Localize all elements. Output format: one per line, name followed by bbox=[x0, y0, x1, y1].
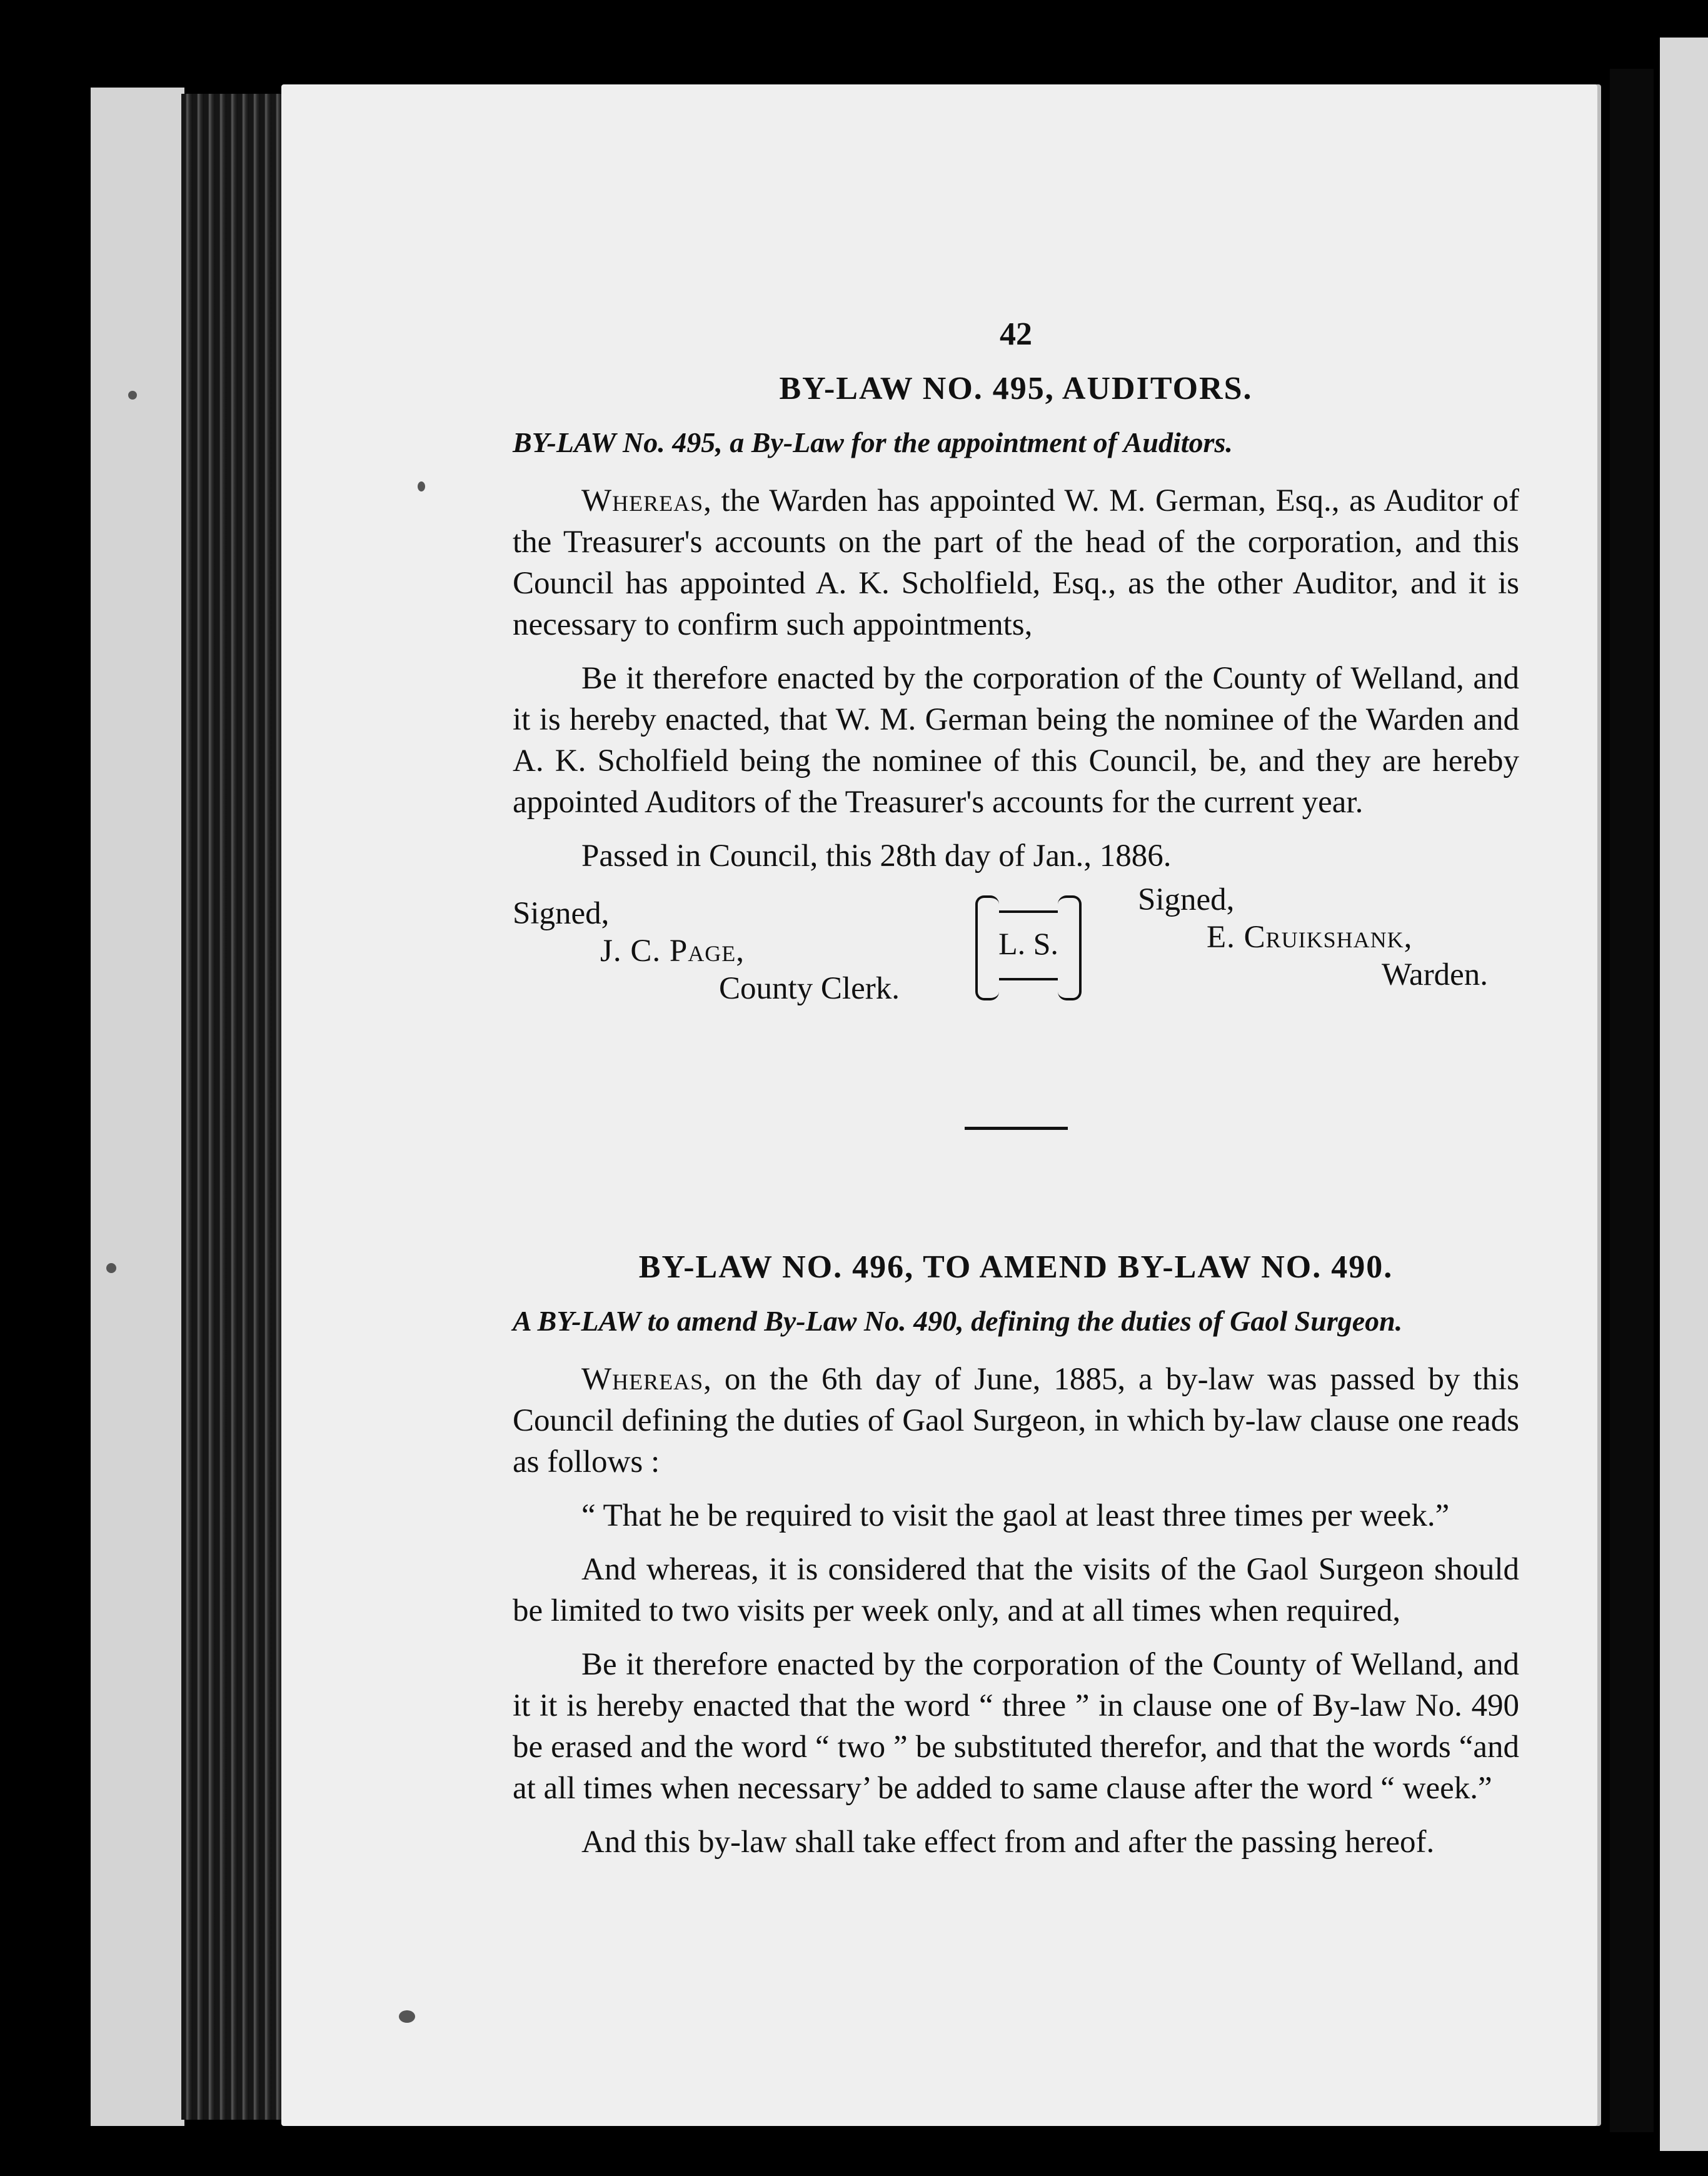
scan-left-margin bbox=[91, 88, 184, 2126]
warden-title: Warden. bbox=[1382, 957, 1489, 992]
signature-block bbox=[513, 882, 1519, 1027]
clerk-title: County Clerk. bbox=[719, 971, 900, 1006]
bylaw-495-subtitle: BY-LAW No. 495, a By-Law for the appointment of Auditors. bbox=[513, 426, 1233, 458]
page-content bbox=[513, 316, 1519, 1875]
bylaw-490-quoted-clause: “ That he be required to visit the gaol at least three times per week.” bbox=[581, 1498, 1450, 1533]
bylaw-495-whereas bbox=[513, 480, 1519, 645]
book-page-edges bbox=[181, 94, 288, 2120]
bylaw-496-second-whereas: And whereas, it is considered that the visits of the Gaol Surgeon should be limited to two visits per week only, and at all times when required, bbox=[513, 1552, 1519, 1628]
signed-right: Signed, bbox=[1138, 882, 1235, 917]
warden-name: E. Cruikshank, bbox=[1207, 920, 1413, 955]
page-number: 42 bbox=[1000, 316, 1032, 352]
bylaw-496-effective: And this by-law shall take effect from and after the passing hereof. bbox=[581, 1825, 1435, 1860]
book-spine-shadow bbox=[1610, 69, 1654, 2132]
bylaw-496-subtitle: A BY-LAW to amend By-Law No. 490, defining the duties of Gaol Surgeon. bbox=[513, 1305, 1403, 1337]
whereas-text: , the Warden has appointed W. M. German, Esq., as Auditor of the Treasurer's accounts on the part of the head of the corporation, and this Council has appointed A. K. Scholfield, Esq., as the other Auditor, and it is necessary to confirm such appointments, bbox=[513, 483, 1519, 642]
bylaw-496-heading: BY-LAW NO. 496, TO AMEND BY-LAW NO. 490. bbox=[638, 1249, 1394, 1285]
bylaw-495-enactment: Be it therefore enacted by the corporation of the County of Welland, and it is hereby enacted, that W. M. German being the nominee of the Warden and A. K. Scholfield being the nominee of this Council, be, and they are hereby appointed Auditors of the Treasurer's accounts for the current year. bbox=[513, 661, 1519, 820]
scan-speck bbox=[106, 1263, 116, 1273]
signed-left: Signed, bbox=[513, 896, 610, 931]
page-speck bbox=[399, 2010, 415, 2023]
scan-right-margin bbox=[1660, 38, 1708, 2151]
clerk-name: J. C. Page, bbox=[600, 934, 745, 969]
section-divider bbox=[965, 1127, 1068, 1130]
scan-speck bbox=[128, 391, 137, 400]
whereas-text: , on the 6th day of June, 1885, a by-law was passed by this Council defining the duties of Gaol Surgeon, in which by-law clause one reads as follows : bbox=[513, 1362, 1519, 1479]
seal-text: L. S. bbox=[998, 926, 1058, 961]
page-speck bbox=[418, 481, 425, 491]
seal-mark bbox=[975, 895, 1082, 995]
seal-bottom-line bbox=[999, 978, 1058, 980]
bylaw-495-passed: Passed in Council, this 28th day of Jan., 1886. bbox=[581, 839, 1172, 874]
seal-top-line bbox=[999, 910, 1058, 913]
bylaw-496-whereas bbox=[513, 1359, 1519, 1483]
whereas-lead: Whereas bbox=[581, 483, 704, 518]
whereas-lead: Whereas bbox=[581, 1362, 704, 1397]
bylaw-496-enactment: Be it therefore enacted by the corporation of the County of Welland, and it it is hereby enacted that the word “ three ” in clause one of By-law No. 490 be erased and the word “ two ” be substituted therefor, and that the words “and at all times when necessary’ be added to same clause after the word “ week.” bbox=[513, 1647, 1519, 1806]
bylaw-495-heading: BY-LAW NO. 495, AUDITORS. bbox=[779, 371, 1253, 406]
